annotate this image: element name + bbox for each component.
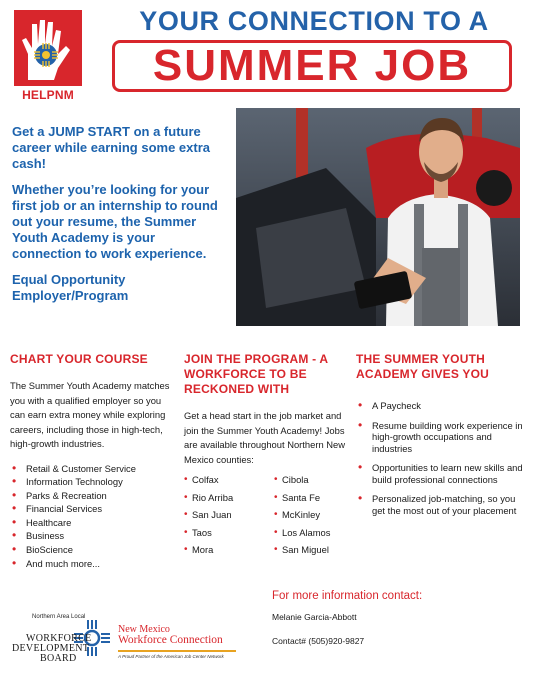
join-the-program-body: Get a head start in the job market and join the Summer Youth Academy! Jobs are available throughout Northern New Mexico counties: (184, 410, 346, 465)
wdb-line-3: BOARD (40, 653, 77, 664)
nmwc-line-3: A Proud Partner of the American Job Center Network (118, 654, 224, 659)
intro-jump-start: Get a JUMP START on a future career while earning some extra cash! (12, 124, 210, 171)
list-item: • Financial Services (10, 502, 178, 515)
workforce-development-board-logo (12, 614, 112, 670)
county-column-left (184, 474, 274, 562)
county-item: • Rio Arriba (184, 492, 274, 504)
intro-eeo: Equal Opportunity Employer/Program (12, 272, 129, 303)
county-item: • McKinley (274, 509, 364, 521)
wdb-line-2: DEVELOPMENT (12, 643, 90, 654)
nmwc-rule (118, 650, 236, 652)
zia-hand-icon (14, 10, 82, 86)
contact-name: Melanie Garcia-Abbott (272, 612, 357, 622)
county-item: • San Juan (184, 509, 274, 521)
list-item: • Opportunities to learn new skills and build professional connections (356, 462, 526, 485)
academy-gives-you-heading: THE SUMMER YOUTH ACADEMY GIVES YOU (356, 352, 489, 381)
nm-workforce-connection-logo (116, 624, 240, 664)
contact-phone: Contact# (505)920-9827 (272, 636, 365, 646)
list-item: • Parks & Recreation (10, 489, 178, 502)
list-item: • Information Technology (10, 475, 178, 488)
contact-heading: For more information contact: (272, 590, 423, 602)
join-the-program-heading: JOIN THE PROGRAM - A WORKFORCE TO BE RECKONED WITH (184, 352, 328, 396)
logo-text: HELPNM (22, 88, 74, 102)
list-item: • And much more... (10, 557, 178, 570)
list-item: • Business (10, 529, 178, 542)
county-item: • Santa Fe (274, 492, 364, 504)
chart-your-course-column (10, 352, 178, 570)
industry-list (10, 462, 178, 570)
join-the-program-column (184, 352, 352, 467)
list-item: • A Paycheck (356, 400, 526, 412)
county-item: • Mora (184, 544, 274, 556)
list-item: • Retail & Customer Service (10, 462, 178, 475)
nmwc-line-1: New Mexico (118, 624, 170, 635)
list-item: • BioScience (10, 543, 178, 556)
county-item: • Los Alamos (274, 527, 364, 539)
intro-text (12, 124, 224, 314)
county-item: • Cibola (274, 474, 364, 486)
intro-whether: Whether you’re looking for your first job or an internship to round out your resume, the Summer Youth Academy is your connection to work experience. (12, 182, 218, 261)
title-line-1: YOUR CONNECTION TO A (139, 6, 489, 36)
title-line-2: SUMMER JOB (152, 41, 472, 90)
county-item: • San Miguel (274, 544, 364, 556)
list-item: • Resume building work experience in high-growth occupations and industries (356, 420, 526, 455)
benefits-list (356, 400, 526, 516)
county-item: • Taos (184, 527, 274, 539)
nmwc-line-2: Workforce Connection (118, 634, 223, 646)
county-column-right (274, 474, 364, 562)
mechanic-photo (236, 108, 520, 326)
chart-your-course-heading: CHART YOUR COURSE (10, 352, 148, 366)
chart-your-course-body: The Summer Youth Academy matches you with a qualified employer so you can earn extra money while exploring careers, including those in high-tech, high-growth industries. (10, 380, 170, 449)
helpnm-logo (14, 10, 82, 100)
wdb-line-1: WORKFORCE (26, 633, 92, 644)
wdb-top-text: Northern Area Local (32, 614, 86, 620)
list-item: • Healthcare (10, 516, 178, 529)
list-item: • Personalized job-matching, so you get the most out of your placement (356, 493, 526, 516)
academy-gives-you-column (356, 352, 526, 524)
county-item: • Colfax (184, 474, 274, 486)
